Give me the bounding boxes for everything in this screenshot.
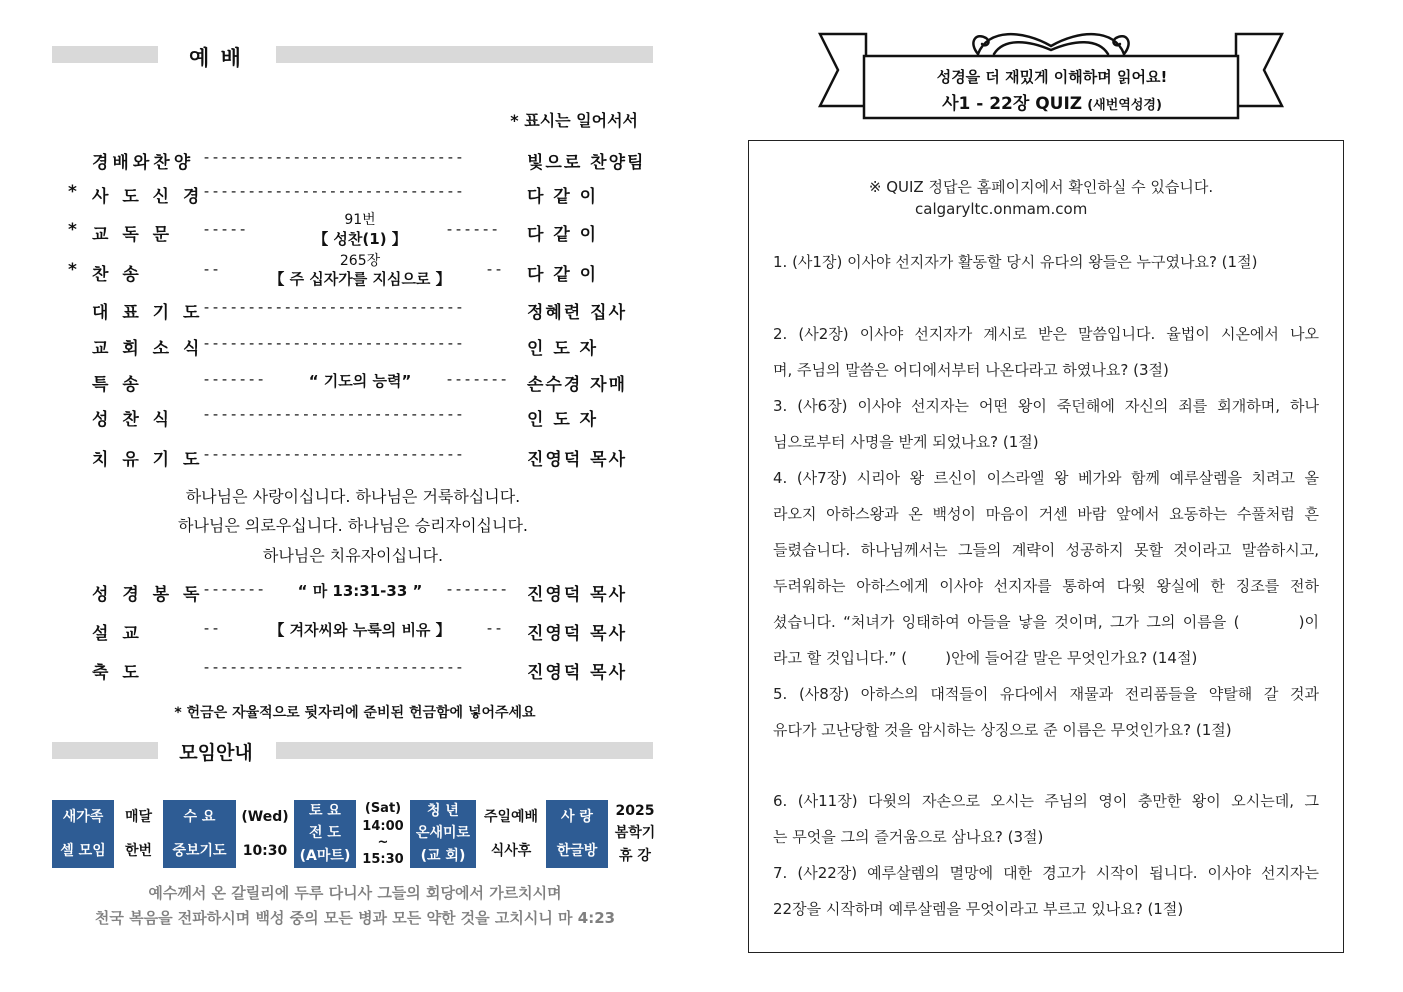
leader-dots: ------- bbox=[202, 370, 266, 388]
order-label: 경배와찬양 bbox=[92, 153, 195, 173]
order-row-healing-prayer bbox=[60, 445, 650, 471]
order-leader: 다 같 이 bbox=[527, 265, 599, 285]
meeting-saturday-outreach bbox=[294, 800, 356, 868]
meeting-cell-text: 사 랑 bbox=[561, 808, 593, 825]
meeting-cell-text: 매달 bbox=[124, 808, 153, 825]
meeting-cell-text: 15:30 bbox=[362, 851, 404, 867]
quiz-line: 라고 할 것입니다.” ( )안에 들어갈 말은 무엇인가요? (14절) bbox=[773, 649, 1198, 667]
meeting-korean-class-status bbox=[610, 800, 660, 868]
quiz-website: calgaryltc.onmam.com bbox=[915, 200, 1088, 218]
declaration-line: 하나님은 의로우십니다. 하나님은 승리자이십니다. bbox=[177, 516, 528, 535]
order-leader: 인 도 자 bbox=[527, 410, 599, 430]
meeting-cell-text: (Wed) bbox=[241, 808, 289, 825]
worship-title: 예 배 bbox=[189, 46, 243, 70]
order-label: 대 표 기 도 bbox=[92, 303, 204, 323]
order-label: 찬 송 bbox=[92, 265, 143, 285]
quiz-line: 7. (사22장) 예루살렘의 멸망에 대한 경고가 시작이 됩니다. 이사야 선지자는 bbox=[773, 864, 1319, 882]
order-title: 【 겨자씨와 누룩의 비유 】 bbox=[269, 621, 451, 639]
quiz-line: 유다가 고난당할 것을 암시하는 상징으로 준 이름은 무엇인가요? (1절) bbox=[773, 721, 1232, 739]
order-number: 265장 bbox=[339, 253, 381, 269]
meeting-youth bbox=[410, 800, 476, 868]
order-row-scripture bbox=[60, 580, 650, 606]
leader-dots: ----------------------------- bbox=[202, 405, 464, 423]
order-title: 【 주 십자가를 지심으로 】 bbox=[269, 270, 451, 288]
meeting-cell-text: 토 요 bbox=[309, 802, 341, 819]
meeting-cell-text: 온새미로 bbox=[415, 825, 471, 842]
meeting-cell-text: 10:30 bbox=[242, 842, 288, 859]
quiz-line: 4. (사7장) 시리아 왕 르신이 이스라엘 왕 베가와 함께 예루살렘을 치려고 올 bbox=[773, 469, 1319, 487]
meeting-cell-text: 셀 모임 bbox=[60, 842, 106, 859]
bible-verse-line: 예수께서 온 갈릴리에 두루 다니사 그들의 회당에서 가르치시며 bbox=[148, 884, 562, 902]
order-row-hymn bbox=[60, 253, 650, 288]
ribbon-left-tail bbox=[820, 34, 866, 106]
leader-dots: ------- bbox=[202, 580, 266, 598]
order-title: “ 마 13:31-33 ” bbox=[297, 582, 423, 600]
order-row-benediction bbox=[60, 658, 650, 684]
order-row-praise bbox=[60, 148, 650, 174]
meeting-cell-text: 청 년 bbox=[427, 802, 459, 819]
banner-line1: 성경을 더 재밌게 이해하며 읽어요! bbox=[936, 68, 1168, 86]
meeting-youth-time bbox=[478, 800, 544, 868]
declaration-line: 하나님은 사랑이십니다. 하나님은 거룩하십니다. bbox=[185, 487, 521, 506]
leader-dots: ----------------------------- bbox=[202, 445, 464, 463]
order-leader: 다 같 이 bbox=[527, 187, 599, 207]
meeting-cell-text: ~ bbox=[377, 834, 389, 850]
meeting-cell-text: 새가족 bbox=[62, 808, 104, 825]
meeting-cell-text: 한번 bbox=[124, 842, 153, 859]
leader-dots: ------- bbox=[445, 370, 509, 388]
order-row-communion bbox=[60, 405, 650, 431]
quiz-line: 며, 주님의 말씀은 어디에서부터 나온다라고 하였나요? (3절) bbox=[773, 361, 1169, 379]
bible-verse-line: 천국 복음을 전파하시며 백성 중의 모든 병과 모든 약한 것을 고치시니 마 4:23 bbox=[94, 909, 616, 927]
offering-note: * 헌금은 자율적으로 뒷자리에 준비된 헌금함에 넣어주세요 bbox=[174, 705, 536, 721]
order-leader: 인 도 자 bbox=[527, 339, 599, 359]
meetings-title: 모임안내 bbox=[179, 742, 253, 764]
order-leader: 다 같 이 bbox=[527, 225, 599, 245]
meeting-wednesday-time bbox=[238, 800, 292, 868]
quiz-line: 6. (사11장) 다윗의 자손으로 오시는 주님의 영이 충만한 왕이 오시는데, 그 bbox=[773, 792, 1319, 810]
quiz-line: 는 무엇을 그의 즐거움으로 삼나요? (3절) bbox=[773, 828, 1044, 846]
meetings-header-bar-left bbox=[52, 742, 158, 759]
meeting-saturday-time bbox=[358, 800, 408, 868]
order-row-prayer bbox=[60, 298, 650, 324]
banner-quiz-title: 사1 - 22장 QUIZ bbox=[942, 94, 1083, 114]
quiz-line: 셨습니다. “처녀가 잉태하여 아들을 낳을 것이며, 그가 그의 이름을 ( )이 bbox=[773, 613, 1319, 631]
order-number: 91번 bbox=[344, 212, 376, 228]
meeting-cell-text: 주일예배 bbox=[483, 808, 539, 825]
meeting-cell-text: 2025 bbox=[615, 802, 655, 819]
order-label: 축 도 bbox=[92, 663, 143, 683]
order-title: 【 성찬(1) 】 bbox=[313, 230, 407, 248]
standing-star: * bbox=[68, 182, 77, 202]
order-row-responsive-reading bbox=[60, 212, 650, 248]
meeting-cell-text: 식사후 bbox=[490, 842, 532, 859]
leader-dots: ----- bbox=[202, 220, 248, 238]
meeting-cell-text: 중보기도 bbox=[172, 842, 227, 859]
leader-dots: -- bbox=[485, 619, 504, 637]
quiz-line: 라오지 아하스왕과 온 백성이 마음이 거센 바람 앞에서 요동하는 수풀처럼 흔 bbox=[773, 505, 1319, 523]
meeting-wednesday-prayer bbox=[163, 800, 236, 868]
meeting-cell-text: 전 도 bbox=[309, 825, 341, 842]
quiz-line: 님으로부터 사명을 받게 되었나요? (1절) bbox=[773, 433, 1039, 451]
meeting-cell-text: 수 요 bbox=[183, 808, 216, 825]
meeting-cell-text: (A마트) bbox=[299, 848, 351, 865]
banner-translation: (새번역성경) bbox=[1087, 98, 1162, 113]
worship-header-bar-right bbox=[276, 46, 653, 63]
quiz-notice: ※ QUIZ 정답은 홈페이지에서 확인하실 수 있습니다. bbox=[868, 178, 1214, 196]
order-row-sermon bbox=[60, 619, 650, 645]
meeting-cell-text: 봄학기 bbox=[614, 825, 656, 842]
quiz-line: 두려워하는 아하스에게 이사야 선지자를 통하여 다윗 왕실에 한 징조를 전하 bbox=[773, 577, 1319, 595]
order-label: 치 유 기 도 bbox=[92, 450, 204, 470]
quiz-line: 3. (사6장) 이사야 선지자는 어떤 왕이 죽던해에 자신의 죄를 회개하며, 하나 bbox=[773, 397, 1319, 415]
meeting-cell-text: (교 회) bbox=[420, 848, 466, 865]
order-leader: 진영덕 목사 bbox=[527, 585, 628, 605]
worship-header-bar-left bbox=[52, 46, 158, 63]
leader-dots: ------ bbox=[445, 220, 500, 238]
leader-dots: -- bbox=[202, 619, 221, 637]
leader-dots: ----------------------------- bbox=[202, 298, 464, 316]
order-title: “ 기도의 능력” bbox=[308, 372, 412, 390]
leader-dots: ----------------------------- bbox=[202, 182, 464, 200]
leader-dots: ----------------------------- bbox=[202, 658, 464, 676]
order-label: 설 교 bbox=[92, 624, 143, 644]
meeting-cell-text: (Sat) bbox=[364, 801, 402, 817]
meeting-newcomer-time bbox=[116, 800, 161, 868]
leader-dots: -- bbox=[485, 260, 504, 278]
order-leader: 진영덕 목사 bbox=[527, 450, 628, 470]
leader-dots: ------- bbox=[445, 580, 509, 598]
order-row-announcements bbox=[60, 334, 650, 360]
quiz-line: 2. (사2장) 이사야 선지자가 계시로 받은 말씀입니다. 율법이 시온에서 나오 bbox=[773, 325, 1319, 343]
order-leader: 빛으로 찬양팀 bbox=[527, 153, 646, 173]
leader-dots: -- bbox=[202, 260, 221, 278]
leader-dots: ----------------------------- bbox=[202, 334, 464, 352]
order-leader: 진영덕 목사 bbox=[527, 624, 628, 644]
order-label: 성 경 봉 독 bbox=[92, 585, 204, 605]
order-row-special-song bbox=[60, 370, 650, 396]
quiz-line: 5. (사8장) 아하스의 대적들이 유다에서 재물과 전리품들을 약탈해 갈 것과 bbox=[773, 685, 1319, 703]
meeting-korean-class bbox=[546, 800, 608, 868]
ribbon-right-tail bbox=[1236, 34, 1282, 106]
meeting-cell-text: 한글방 bbox=[556, 842, 598, 859]
order-label: 성 찬 식 bbox=[92, 410, 174, 430]
order-leader: 손수경 자매 bbox=[527, 375, 628, 395]
standing-star: * bbox=[68, 220, 77, 240]
order-leader: 진영덕 목사 bbox=[527, 663, 628, 683]
quiz-line: 들렸습니다. 하나님께서는 그들의 계략이 성공하지 못할 것이라고 말씀하시고, bbox=[773, 541, 1319, 559]
leader-dots: ----------------------------- bbox=[202, 148, 464, 166]
meetings-header-bar-right bbox=[276, 742, 653, 759]
banner-line2 bbox=[870, 89, 1234, 114]
meeting-cell-text: 14:00 bbox=[362, 819, 404, 835]
order-label: 교 독 문 bbox=[92, 225, 174, 245]
order-row-creed bbox=[60, 182, 650, 208]
order-label: 교 회 소 식 bbox=[92, 339, 204, 359]
meeting-cell-text: 휴 강 bbox=[619, 848, 651, 865]
declaration-line: 하나님은 치유자이십니다. bbox=[262, 546, 444, 565]
standing-note: * 표시는 일어서서 bbox=[510, 111, 638, 130]
order-leader: 정혜련 집사 bbox=[527, 303, 628, 323]
quiz-line: 22장을 시작하며 예루살렘을 무엇이라고 부르고 있나요? (1절) bbox=[773, 900, 1184, 918]
ornament-icon bbox=[973, 34, 1128, 54]
order-label: 사 도 신 경 bbox=[92, 187, 204, 207]
meeting-newcomer bbox=[52, 800, 114, 868]
order-label: 특 송 bbox=[92, 375, 143, 395]
quiz-line: 1. (사1장) 이사야 선지자가 활동할 당시 유다의 왕들은 누구였나요? (1절) bbox=[773, 253, 1258, 271]
standing-star: * bbox=[68, 260, 77, 280]
